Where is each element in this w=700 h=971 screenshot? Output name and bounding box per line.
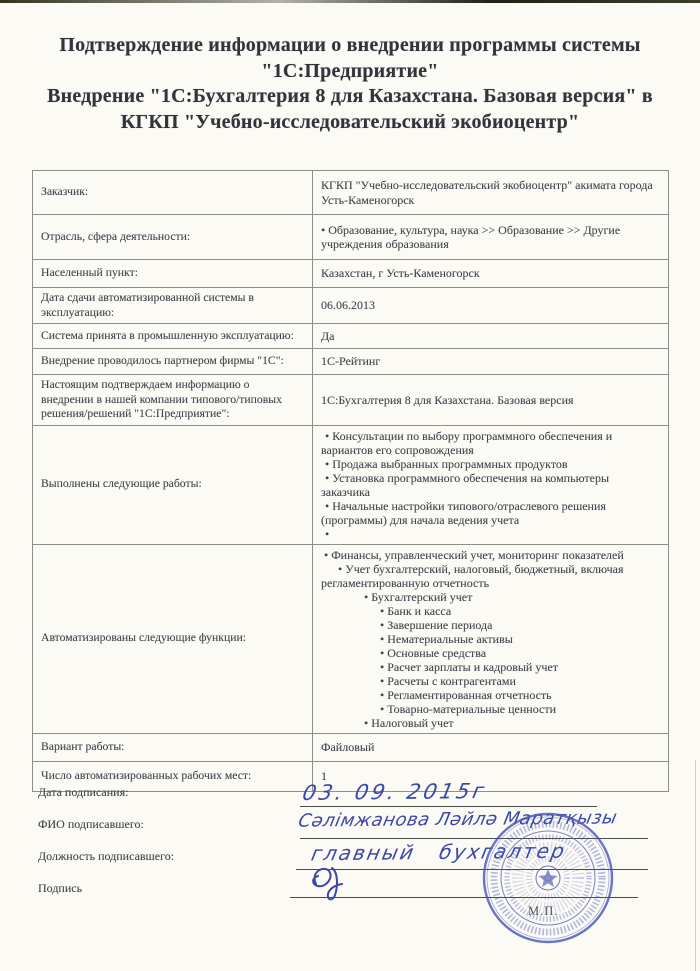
signer-position-label: Должность подписавшего: [38,849,175,863]
works-item: • Начальные настройки типового/отраслевого решения (программы) для начала ведения учета [321,498,606,527]
table-row-commission-date [33,288,669,324]
signer-name-label: ФИО подписавшего: [38,817,144,831]
function-item: • Расчет зарплаты и кадровый учет [380,659,558,674]
table-row-location [33,260,669,288]
function-item: • Финансы, управленческий учет, мониторинг показателей [324,547,624,562]
title-line-4: КГКП "Учебно-исследовательский экобиоцентр" [120,110,580,133]
row-label-solution: Настоящим подтверждаем информацию о внедрении в нашей компании типового/типовых решения/решений "1С:Предприятие": [33,375,313,426]
signing-date-label: Дата подписания: [38,785,129,799]
row-label-industry: Отрасль, сфера деятельности: [33,215,313,260]
table-row-works-performed [33,425,669,544]
works-item: • Продажа выбранных программных продуктов [325,456,568,471]
function-item: • Нематериальные активы [380,631,513,646]
title-line-1: Подтверждение информации о внедрении программы системы [59,34,641,56]
function-item: • Учет бухгалтерский, налоговый, бюджетный, включая регламентированную отчетность [321,561,624,590]
function-item: • Товарно-материальные ценности [380,701,556,716]
row-label-customer: Заказчик: [33,171,313,215]
handwritten-signer-name: Сәлімжанова Ләйлә Маратқызы [296,807,620,832]
function-item: • Завершение периода [380,617,493,632]
table-row-accepted [33,324,669,349]
row-label-workstations: Число автоматизированных рабочих мест: [33,761,313,791]
row-value-industry: • Образование, культура, наука >> Образование >> Другие учреждения образования [313,215,669,260]
table-row-automated-functions [33,544,669,733]
function-item: • Налоговый учет [364,715,454,730]
row-value-works-performed [313,425,669,544]
stamp-place-mark: М.П. [528,904,559,918]
row-label-location: Населенный пункт: [33,260,313,288]
row-value-work-mode: Файловый [313,733,669,761]
scan-edge-artifact-right [695,760,696,971]
signing-date-line [300,806,597,807]
signature-label: Подпись [38,881,83,895]
row-value-customer: КГКП "Учебно-исследовательский экобиоцентр" акимата города Усть-Каменогорск [313,171,669,215]
document-title [12,33,688,135]
works-item-empty-bullet: • [325,526,330,541]
table-row-partner [33,349,669,375]
row-value-solution: 1С:Бухгалтерия 8 для Казахстана. Базовая версия [313,375,669,426]
function-item: • Расчеты с контрагентами [380,673,516,688]
function-item: • Основные средства [380,645,487,660]
title-line-3: Внедрение "1С:Бухгалтерия 8 для Казахстана. Базовая версия" в [47,85,653,107]
row-value-accepted: Да [313,324,669,349]
function-item: • Регламентированная отчетность [380,687,552,702]
row-value-workstations: 1 [313,761,669,791]
works-item: • Установка программного обеспечения на компьютеры заказчика [321,470,610,499]
row-value-commission-date: 06.06.2013 [313,288,669,324]
row-label-commission-date: Дата сдачи автоматизированной системы в эксплуатацию: [33,288,313,324]
handwritten-signer-position: главный бухгалтер [309,838,569,866]
table-row-work-mode [33,733,669,761]
implementation-info-table [32,170,669,792]
handwritten-signature-scribble [302,862,364,902]
handwritten-signing-date: 03. 09. 2015г [300,779,490,805]
row-label-works-performed: Выполнены следующие работы: [33,425,313,544]
scan-edge-artifact-top [0,0,700,3]
row-label-accepted: Система принята в промышленную эксплуатацию: [33,324,313,349]
works-item: • Консультации по выбору программного обеспечения и вариантов его сопровождения [321,428,613,457]
row-label-partner: Внедрение проводилось партнером фирмы "1С": [33,349,313,375]
row-label-work-mode: Вариант работы: [33,733,313,761]
row-label-automated-functions: Автоматизированы следующие функции: [33,544,313,733]
function-item: • Бухгалтерский учет [364,589,473,604]
function-item: • Банк и касса [380,603,452,618]
row-value-automated-functions [313,544,669,733]
row-value-partner: 1С-Рейтинг [313,349,669,375]
table-row-industry [33,215,669,260]
table-row-solution [33,375,669,426]
table-row-customer [33,171,669,215]
title-line-2: "1С:Предприятие" [261,59,439,82]
row-value-location: Казахстан, г Усть-Каменогорск [313,260,669,288]
official-round-stamp-icon [480,810,616,946]
